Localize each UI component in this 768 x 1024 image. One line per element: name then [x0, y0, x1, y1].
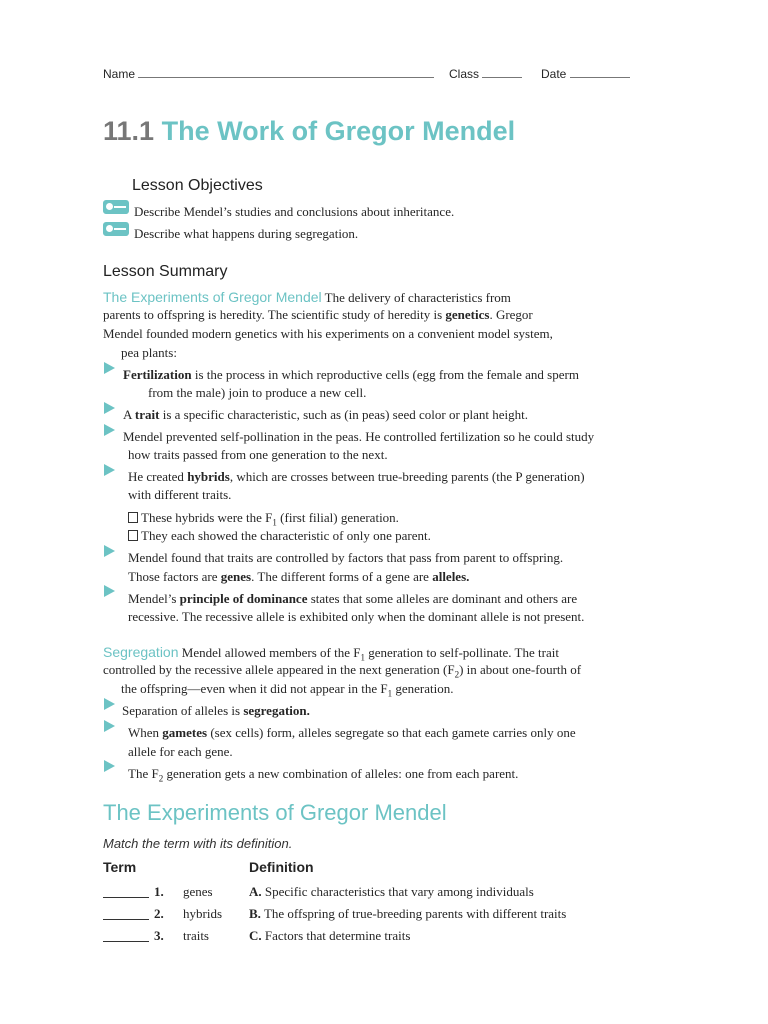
objective-item: Describe what happens during segregation.: [134, 226, 359, 241]
bullet-f2-generation: The $F_2$ generation gets a new combination of alleles: one from each parent.: [128, 766, 519, 784]
bullet-genes-cont: Those factors are genes. The different forms of a gene are alleles.: [128, 569, 470, 584]
row-number: 2.: [154, 906, 164, 921]
objective-item: Describe Mendel’s studies and conclusions about inheritance.: [134, 204, 455, 219]
class-blank[interactable]: [482, 65, 522, 78]
bullet-arrow-icon: [104, 760, 115, 772]
bullet-genes: Mendel found that traits are controlled by factors that pass from parent to offspring.: [128, 550, 564, 565]
bullet-dominance: Mendel’s principle of dominance states that some alleles are dominant and others are: [128, 591, 578, 606]
definition-text: C. Factors that determine traits: [249, 928, 411, 943]
bullet-hybrids-cont: with different traits.: [128, 487, 232, 502]
class-label: Class: [449, 67, 480, 81]
experiments-intro-line4: pea plants:: [121, 345, 177, 360]
bullet-hybrids: He created hybrids, which are crosses between true-breeding parents (the P generation): [128, 469, 585, 484]
experiments-subheading: The Experiments of Gregor Mendel: [103, 289, 322, 305]
bullet-fertilization-cont: from the male) join to produce a new cell.: [148, 385, 367, 400]
bullet-segregation: Separation of alleles is segregation.: [122, 703, 310, 718]
segregation-subheading: Segregation: [103, 644, 179, 660]
date-label: Date: [541, 67, 567, 81]
segregation-intro-line3: the offspring—even when it did not appear in the $F_1$ generation.: [121, 681, 454, 699]
exercise-instruction: Match the term with its definition.: [103, 836, 293, 851]
experiments-intro-line2: parents to offspring is heredity. The scientific study of heredity is genetics. Gregor: [103, 307, 533, 322]
name-blank[interactable]: [138, 65, 434, 78]
bullet-trait: A trait is a specific characteristic, such as (in peas) seed color or plant height.: [123, 407, 529, 422]
page-title: [103, 116, 515, 147]
bullet-self-pollination: Mendel prevented self-pollination in the peas. He controlled fertilization so he could study: [123, 429, 595, 444]
row-number: 1.: [154, 884, 164, 899]
sub-bullet-one-parent: They each showed the characteristic of only one parent.: [128, 527, 431, 545]
key-icon: [103, 200, 129, 214]
bullet-self-pollination-cont: how traits passed from one generation to the next.: [128, 447, 388, 462]
exercise-heading: The Experiments of Gregor Mendel: [103, 800, 447, 825]
segregation-intro-line1: Segregation Mendel allowed members of the $F_1$ generation to self-pollinate. The trait: [103, 644, 559, 663]
objectives-heading: Lesson Objectives: [132, 177, 263, 194]
experiments-intro-line1: The Experiments of Gregor Mendel The delivery of characteristics from: [103, 289, 511, 305]
class-field[interactable]: [449, 65, 522, 81]
bullet-arrow-icon: [104, 585, 115, 597]
bullet-arrow-icon: [104, 698, 115, 710]
bullet-arrow-icon: [104, 362, 115, 374]
name-field[interactable]: [103, 65, 434, 81]
row-number: 3.: [154, 928, 164, 943]
segregation-intro-line2: controlled by the recessive allele appeared in the next generation $(F_2)$ in about one-fourth of: [103, 662, 582, 680]
definition-text: B. The offspring of true-breeding parents with different traits: [249, 906, 567, 921]
term-text: traits: [183, 928, 209, 943]
checkbox-icon: [128, 530, 138, 541]
term-text: genes: [183, 884, 213, 899]
bullet-arrow-icon: [104, 424, 115, 436]
key-icon: [103, 222, 129, 236]
lesson-title: The Work of Gregor Mendel: [161, 116, 516, 146]
answer-blank[interactable]: [103, 885, 149, 898]
column-header-definition: Definition: [249, 859, 314, 875]
column-header-term: Term: [103, 859, 137, 875]
answer-blank[interactable]: [103, 907, 149, 920]
name-label: Name: [103, 67, 136, 81]
answer-blank[interactable]: [103, 929, 149, 942]
summary-heading: Lesson Summary: [103, 263, 228, 280]
definition-text: A. Specific characteristics that vary among individuals: [249, 884, 534, 899]
bullet-arrow-icon: [104, 464, 115, 476]
bullet-gametes-cont: allele for each gene.: [128, 744, 233, 759]
bullet-gametes: When gametes (sex cells) form, alleles segregate so that each gamete carries only one: [128, 725, 576, 740]
date-field[interactable]: [541, 65, 630, 81]
term-text: hybrids: [183, 906, 222, 921]
experiments-intro-line3: Mendel founded modern genetics with his experiments on a convenient model system,: [103, 326, 553, 341]
lesson-number: 11.1: [103, 116, 155, 146]
date-blank[interactable]: [570, 65, 630, 78]
bullet-fertilization: Fertilization is the process in which reproductive cells (egg from the female and sperm: [123, 367, 579, 382]
bullet-arrow-icon: [104, 402, 115, 414]
checkbox-icon: [128, 512, 138, 523]
bullet-dominance-cont: recessive. The recessive allele is exhibited only when the dominant allele is not present.: [128, 609, 585, 624]
bullet-arrow-icon: [104, 720, 115, 732]
sub-bullet-f1: These hybrids were the $F_1$ (first filial) generation.: [128, 509, 399, 532]
bullet-arrow-icon: [104, 545, 115, 557]
